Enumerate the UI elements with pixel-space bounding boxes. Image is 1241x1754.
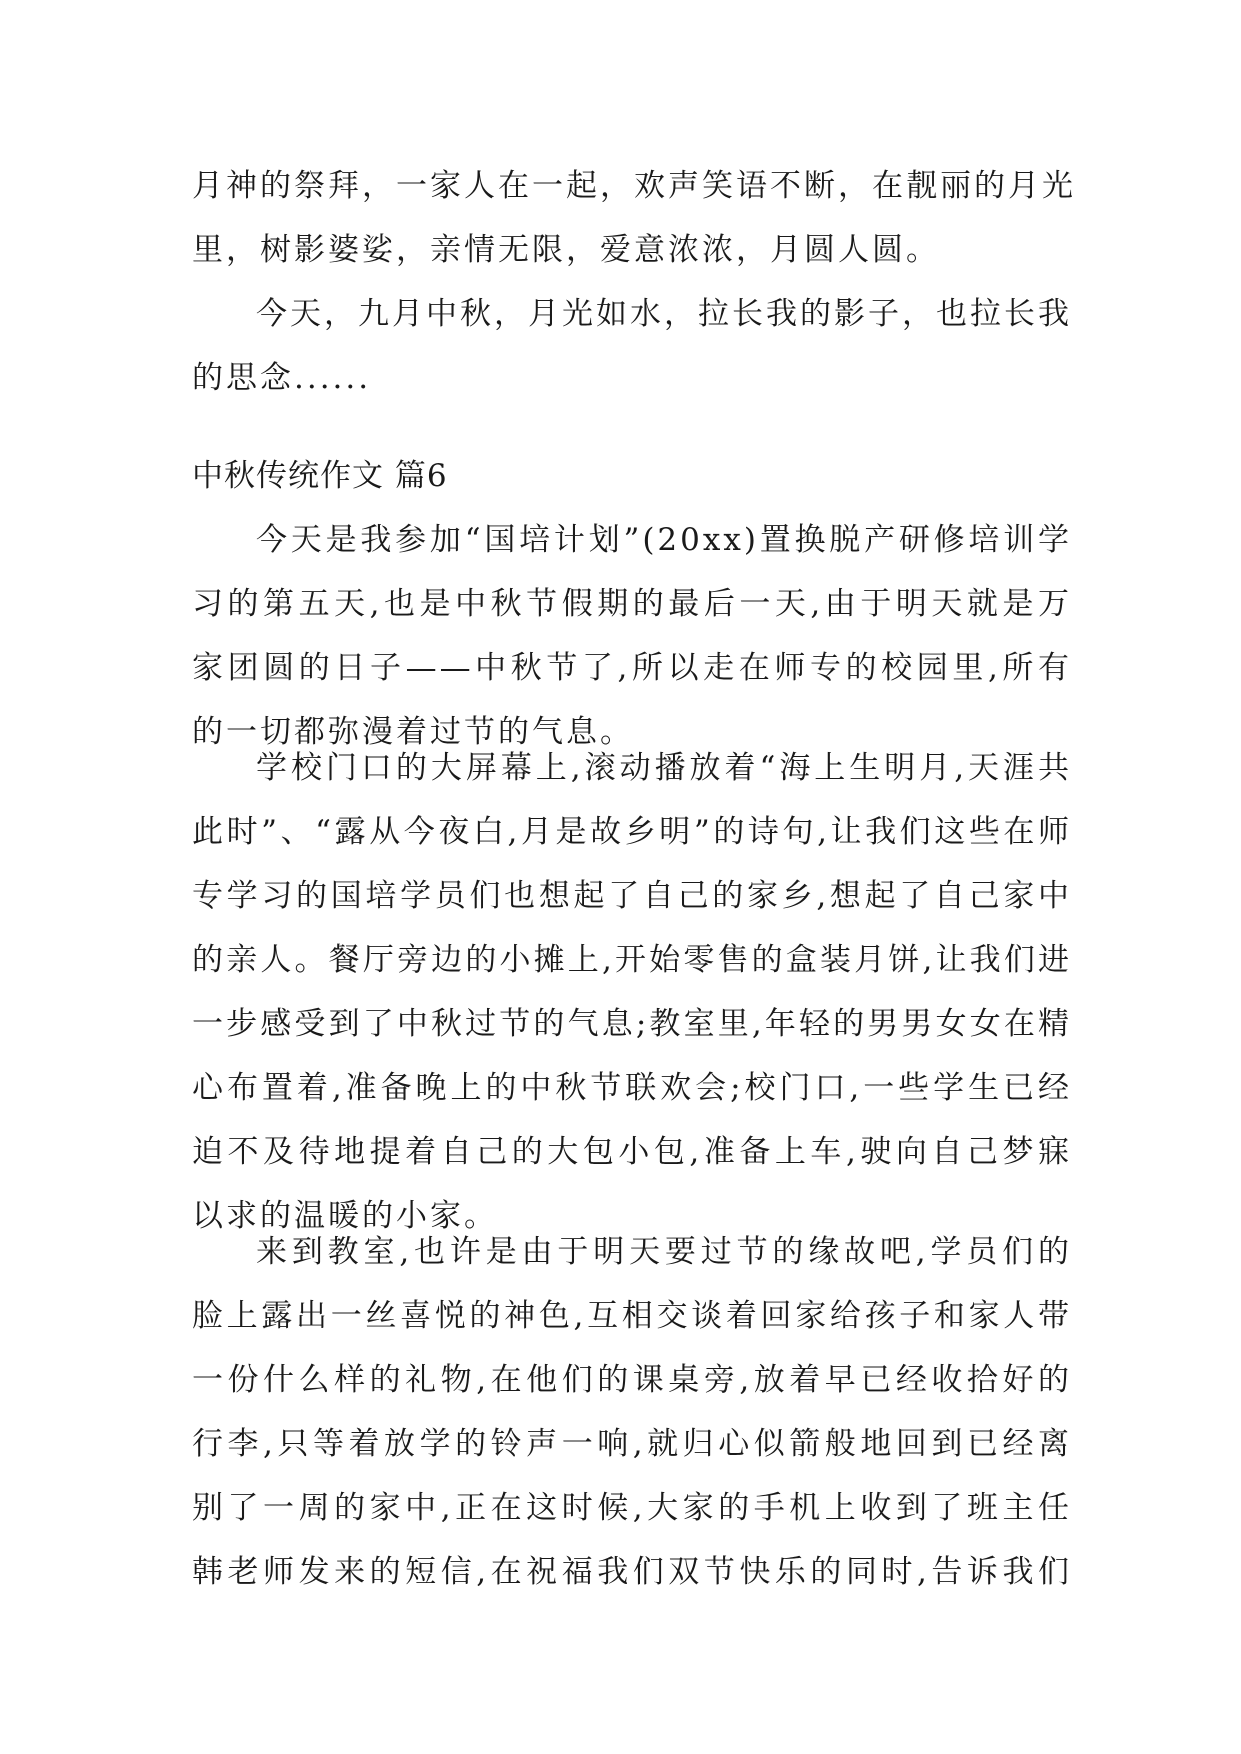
text-line: 的思念...... [192,360,372,396]
text-line: 行李,只等着放学的铃声一响,就归心似箭般地回到已经离 [192,1426,1072,1462]
text-line: 一份什么样的礼物,在他们的课桌旁,放着早已经收拾好的 [192,1362,1072,1398]
text-line: 今天，九月中秋，月光如水，拉长我的影子，也拉长我 [256,296,1072,332]
text-line: 来到教室,也许是由于明天要过节的缘故吧,学员们的 [256,1234,1072,1270]
text-line: 里，树影婆娑，亲情无限，爱意浓浓，月圆人圆。 [192,232,940,268]
text-line: 学校门口的大屏幕上,滚动播放着“海上生明月,天涯共 [256,750,1072,786]
text-line: 韩老师发来的短信,在祝福我们双节快乐的同时,告诉我们 [192,1554,1072,1590]
text-line: 今天是我参加“国培计划”(20xx)置换脱产研修培训学 [256,522,1072,558]
text-line: 家团圆的日子——中秋节了,所以走在师专的校园里,所有 [192,650,1072,686]
text-line: 月神的祭拜，一家人在一起，欢声笑语不断，在靓丽的月光 [192,168,1076,204]
paragraph [192,508,1072,764]
text-line: 一步感受到了中秋过节的气息;教室里,年轻的男男女女在精 [192,1006,1072,1042]
text-line: 专学习的国培学员们也想起了自己的家乡,想起了自己家中 [192,878,1072,914]
paragraph [192,282,1072,410]
text-line: 的一切都弥漫着过节的气息。 [192,714,634,750]
text-line: 别了一周的家中,正在这时候,大家的手机上收到了班主任 [192,1490,1072,1526]
section-heading: 中秋传统作文 篇6 [192,458,448,494]
text-line: 迫不及待地提着自己的大包小包,准备上车,驶向自己梦寐 [192,1134,1072,1170]
paragraph [192,1220,1072,1604]
text-line: 脸上露出一丝喜悦的神色,互相交谈着回家给孩子和家人带 [192,1298,1072,1334]
text-line: 以求的温暖的小家。 [192,1198,498,1234]
text-line: 此时”、“露从今夜白,月是故乡明”的诗句,让我们这些在师 [192,814,1072,850]
text-line: 心布置着,准备晚上的中秋节联欢会;校门口,一些学生已经 [192,1070,1072,1106]
text-line: 习的第五天,也是中秋节假期的最后一天,由于明天就是万 [192,586,1072,622]
paragraph [192,736,1072,1248]
text-line: 的亲人。餐厅旁边的小摊上,开始零售的盒装月饼,让我们进 [192,942,1072,978]
paragraph [192,154,1076,282]
